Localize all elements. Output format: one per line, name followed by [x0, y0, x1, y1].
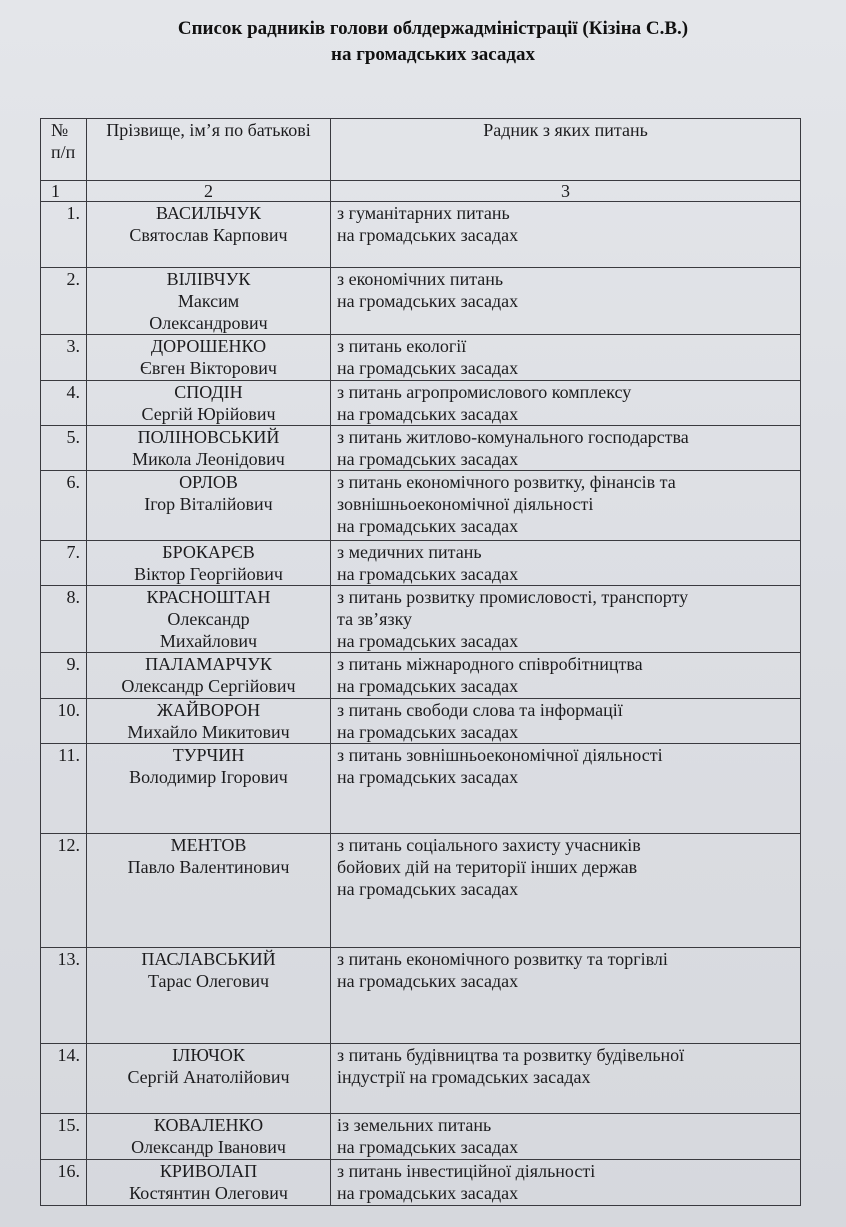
index-cell-3: 3 — [331, 181, 801, 202]
table-row — [41, 653, 801, 699]
topic-line: з питань будівництва та розвитку будівельної — [337, 1045, 685, 1065]
topic-line: індустрії на громадських засадах — [337, 1067, 591, 1087]
topic-line: з питань свободи слова та інформації — [337, 700, 623, 720]
advisor-topic — [331, 381, 801, 426]
row-number: 3. — [41, 335, 87, 381]
row-number: 11. — [41, 744, 87, 834]
advisors-table — [40, 118, 801, 1206]
topic-line: з питань міжнародного співробітництва — [337, 654, 643, 674]
given-name-line: Віктор Георгійович — [134, 564, 283, 584]
table-row — [41, 268, 801, 335]
advisor-topic — [331, 268, 801, 335]
given-name-line: Володимир Ігорович — [129, 767, 288, 787]
person-name — [87, 586, 331, 653]
table-row — [41, 586, 801, 653]
row-number: 7. — [41, 541, 87, 586]
row-number: 6. — [41, 471, 87, 541]
given-name-line: Костянтин Олегович — [129, 1183, 288, 1203]
topic-line: на громадських засадах — [337, 449, 519, 469]
person-name — [87, 653, 331, 699]
surname: ПОЛІНОВСЬКИЙ — [137, 427, 280, 447]
topic-line: на громадських засадах — [337, 225, 519, 245]
given-name-line: Михайлович — [159, 631, 258, 651]
given-name-line: Микола Леонідович — [132, 449, 285, 469]
advisor-topic — [331, 1114, 801, 1160]
surname: КРАСНОШТАН — [146, 587, 271, 607]
header-topic: Радник з яких питань — [331, 119, 801, 181]
table-body — [41, 202, 801, 1206]
topic-line: із земельних питань — [337, 1115, 492, 1135]
person-name — [87, 744, 331, 834]
person-name — [87, 834, 331, 948]
advisor-topic — [331, 202, 801, 268]
given-name-line: Михайло Микитович — [127, 722, 290, 742]
advisor-topic — [331, 699, 801, 744]
topic-line: на громадських засадах — [337, 358, 519, 378]
person-name — [87, 335, 331, 381]
topic-line: бойових дій на території інших держав — [337, 857, 638, 877]
table-row — [41, 541, 801, 586]
given-name-line: Тарас Олегович — [147, 971, 270, 991]
person-name — [87, 1114, 331, 1160]
advisor-topic — [331, 335, 801, 381]
table-row — [41, 834, 801, 948]
row-number: 5. — [41, 426, 87, 471]
index-cell-2: 2 — [87, 181, 331, 202]
table-row — [41, 948, 801, 1044]
topic-line: на громадських засадах — [337, 516, 519, 536]
given-name-line: Євген Вікторович — [140, 358, 277, 378]
table-row — [41, 202, 801, 268]
advisor-topic — [331, 744, 801, 834]
topic-line: на громадських засадах — [337, 404, 519, 424]
advisor-topic — [331, 948, 801, 1044]
page-title — [40, 16, 826, 68]
topic-line: на громадських засадах — [337, 971, 519, 991]
topic-line: на громадських засадах — [337, 676, 519, 696]
surname: ДОРОШЕНКО — [150, 336, 267, 356]
person-name — [87, 471, 331, 541]
topic-line: з гуманітарних питань — [337, 203, 510, 223]
advisor-topic — [331, 586, 801, 653]
topic-line: на громадських засадах — [337, 879, 519, 899]
column-index-row — [41, 181, 801, 202]
topic-line: на громадських засадах — [337, 1137, 519, 1157]
table-row — [41, 699, 801, 744]
surname: ТУРЧИН — [172, 745, 245, 765]
topic-line: на громадських засадах — [337, 767, 519, 787]
title-line-2: на громадських засадах — [331, 44, 535, 65]
row-number: 16. — [41, 1160, 87, 1206]
table-row — [41, 744, 801, 834]
surname: МЕНТОВ — [170, 835, 247, 855]
row-number: 9. — [41, 653, 87, 699]
advisor-topic — [331, 471, 801, 541]
advisor-topic — [331, 1044, 801, 1114]
row-number: 8. — [41, 586, 87, 653]
index-cell-1: 1 — [41, 181, 87, 202]
surname: ВАСИЛЬЧУК — [156, 203, 261, 223]
surname: ОРЛОВ — [179, 472, 238, 492]
table-row — [41, 335, 801, 381]
row-number: 12. — [41, 834, 87, 948]
person-name — [87, 426, 331, 471]
topic-line: на громадських засадах — [337, 1183, 519, 1203]
table-row — [41, 381, 801, 426]
person-name — [87, 381, 331, 426]
given-name-line: Сергій Юрійович — [141, 404, 276, 424]
table-row — [41, 471, 801, 541]
surname: КОВАЛЕНКО — [153, 1115, 264, 1135]
header-name: Прізвище, ім’я по батькові — [87, 119, 331, 181]
topic-line: зовнішньоекономічної діяльності — [337, 494, 594, 514]
topic-line: з питань житлово-комунального господарства — [337, 427, 689, 447]
surname: КРИВОЛАП — [159, 1161, 258, 1181]
row-number: 2. — [41, 268, 87, 335]
surname: СПОДІН — [174, 382, 243, 402]
header-num: № п/п — [41, 119, 87, 181]
given-name-line: Святослав Карпович — [129, 225, 288, 245]
topic-line: з питань зовнішньоекономічної діяльності — [337, 745, 663, 765]
table-row — [41, 1160, 801, 1206]
given-name-line: Сергій Анатолійович — [127, 1067, 290, 1087]
given-name-line: Ігор Віталійович — [144, 494, 273, 514]
topic-line: на громадських засадах — [337, 631, 519, 651]
topic-line: з медичних питань — [337, 542, 482, 562]
topic-line: на громадських засадах — [337, 564, 519, 584]
surname: ВІЛІВЧУК — [166, 269, 251, 289]
surname: ЖАЙВОРОН — [156, 700, 261, 720]
given-name-line: Павло Валентинович — [127, 857, 290, 877]
surname: ІЛЮЧОК — [172, 1045, 245, 1065]
row-number: 4. — [41, 381, 87, 426]
topic-line: з питань агропромислового комплексу — [337, 382, 632, 402]
row-number: 14. — [41, 1044, 87, 1114]
table-row — [41, 1044, 801, 1114]
row-number: 13. — [41, 948, 87, 1044]
given-name-line: Олександр — [167, 609, 250, 629]
advisor-topic — [331, 541, 801, 586]
row-number: 15. — [41, 1114, 87, 1160]
person-name — [87, 948, 331, 1044]
person-name — [87, 268, 331, 335]
given-name-line: Олександр Сергійович — [121, 676, 296, 696]
surname: ПАСЛАВСЬКИЙ — [141, 949, 276, 969]
topic-line: на громадських засадах — [337, 291, 519, 311]
given-name-line: Олександрович — [149, 313, 268, 333]
advisor-topic — [331, 834, 801, 948]
topic-line: з питань розвитку промисловості, транспорту — [337, 587, 689, 607]
topic-line: з питань економічного розвитку та торгівлі — [337, 949, 668, 969]
advisor-topic — [331, 426, 801, 471]
topic-line: з економічних питань — [337, 269, 504, 289]
row-number: 10. — [41, 699, 87, 744]
given-name-line: Олександр Іванович — [131, 1137, 286, 1157]
person-name — [87, 1160, 331, 1206]
topic-line: з питань економічного розвитку, фінансів та — [337, 472, 676, 492]
topic-line: на громадських засадах — [337, 722, 519, 742]
title-line-1: Список радників голови облдержадміністрації (Кізіна С.В.) — [177, 18, 689, 39]
advisor-topic — [331, 653, 801, 699]
person-name — [87, 541, 331, 586]
surname: БРОКАРЄВ — [162, 542, 255, 562]
topic-line: з питань екології — [337, 336, 467, 356]
surname: ПАЛАМАРЧУК — [145, 654, 272, 674]
person-name — [87, 202, 331, 268]
given-name-line: Максим — [177, 291, 240, 311]
person-name — [87, 1044, 331, 1114]
topic-line: з питань інвестиційної діяльності — [337, 1161, 596, 1181]
table-row — [41, 426, 801, 471]
table-row — [41, 1114, 801, 1160]
table-header-row — [41, 119, 801, 181]
row-number: 1. — [41, 202, 87, 268]
topic-line: з питань соціального захисту учасників — [337, 835, 641, 855]
person-name — [87, 699, 331, 744]
advisor-topic — [331, 1160, 801, 1206]
topic-line: та зв’язку — [337, 609, 413, 629]
